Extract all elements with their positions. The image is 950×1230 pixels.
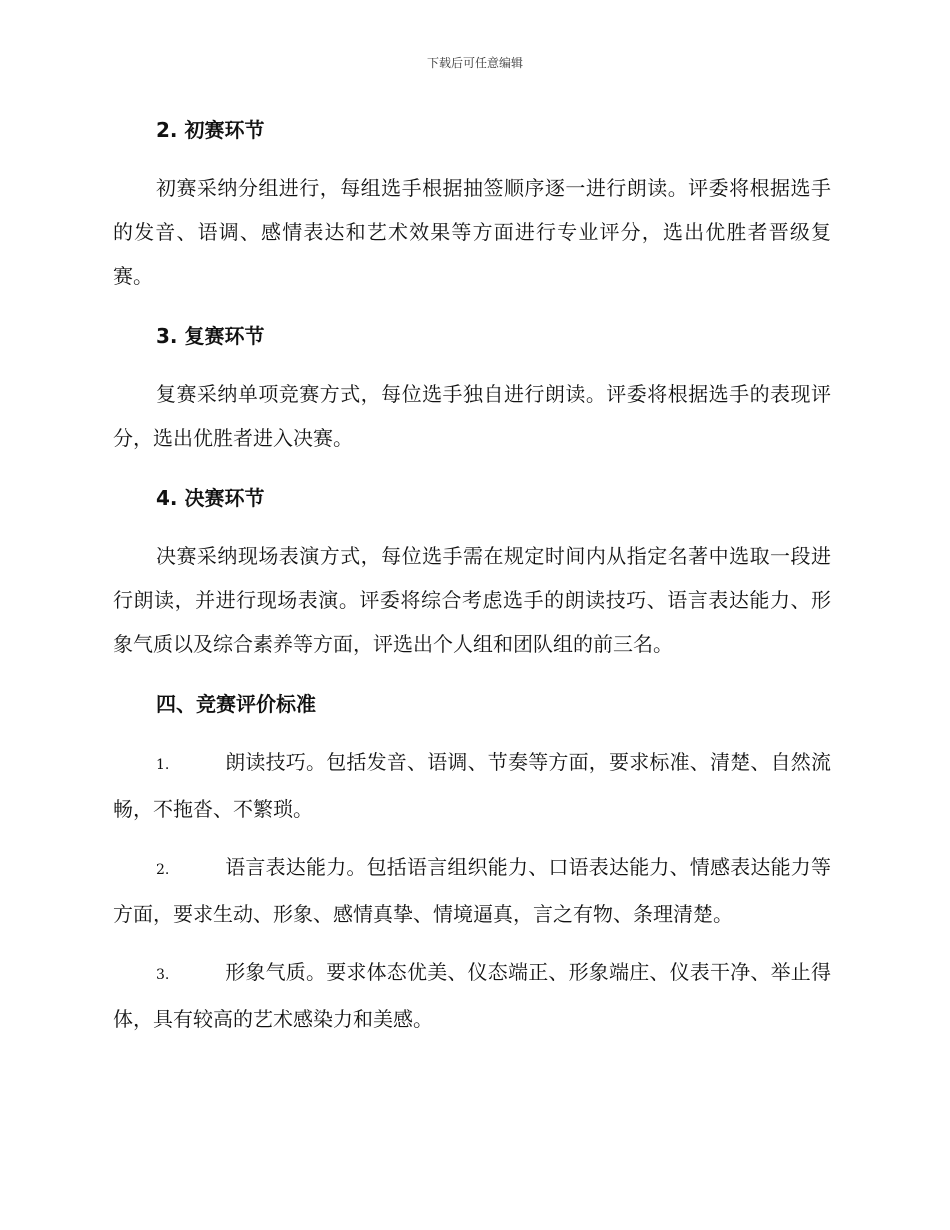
list-text: 语言表达能力。包括语言组织能力、口语表达能力、情感表达能力等方面，要求生动、形象、感情真挚、情境逼真，言之有物、条理清楚。 [113,855,831,926]
list-number: 3. [156,967,170,983]
criteria-item [113,845,831,936]
list-text: 形象气质。要求体态优美、仪态端正、形象端庄、仪表干净、举止得体，具有较高的艺术感染力和美感。 [113,960,831,1031]
section-heading-semifinal: 3. 复赛环节 [156,324,265,348]
list-number: 2. [156,862,170,878]
criteria-item [113,740,831,831]
criteria-item [113,950,831,1041]
section-body-semifinal: 复赛采纳单项竞赛方式，每位选手独自进行朗读。评委将根据选手的表现评分，选出优胜者进入决赛。 [113,382,831,450]
page-header: 下载后可任意编辑 [426,56,523,70]
list-text: 朗读技巧。包括发音、语调、节奏等方面，要求标准、清楚、自然流畅，不拖沓、不繁琐。 [113,750,831,821]
section-body-preliminary: 初赛采纳分组进行，每组选手根据抽签顺序逐一进行朗读。评委将根据选手的发音、语调、感情表达和艺术效果等方面进行专业评分，选出优胜者晋级复赛。 [113,176,831,288]
list-number: 1. [156,757,170,773]
section-heading-final: 4. 决赛环节 [156,486,265,510]
section-heading-criteria: 四、竞赛评价标准 [156,692,316,716]
document-body [113,108,831,1041]
section-heading-preliminary: 2. 初赛环节 [156,118,265,142]
section-body-final: 决赛采纳现场表演方式，每位选手需在规定时间内从指定名著中选取一段进行朗读，并进行现场表演。评委将综合考虑选手的朗读技巧、语言表达能力、形象气质以及综合素养等方面，评选出个人组和团队组的前三名。 [113,544,831,656]
